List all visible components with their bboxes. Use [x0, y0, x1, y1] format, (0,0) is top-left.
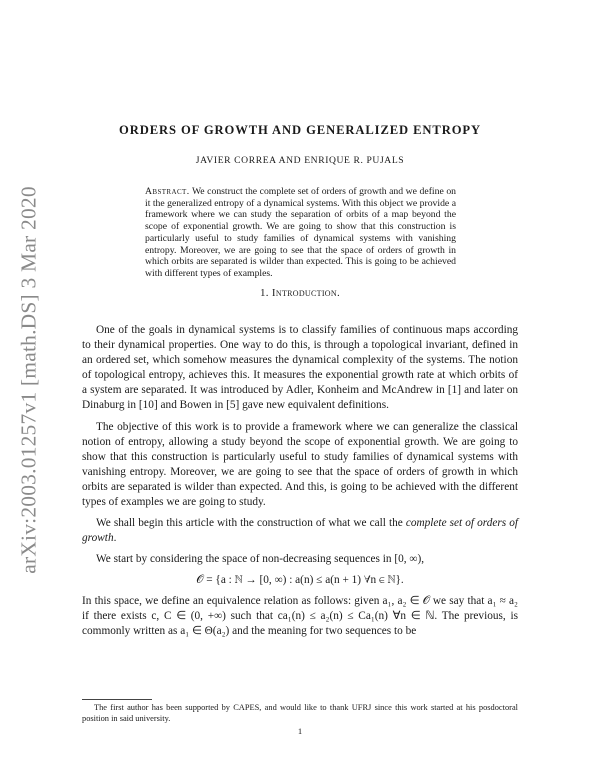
- paper-authors: JAVIER CORREA AND ENRIQUE R. PUJALS: [195, 155, 405, 166]
- paragraph-3-end: .: [113, 532, 117, 545]
- section-title: Introduction.: [271, 287, 340, 299]
- arxiv-identifier-text: arXiv:2003.01257v1 [math.DS] 3 Mar 2020: [16, 186, 41, 574]
- paragraph-2: The objective of this work is to provide a framework where we can generalize the classical notion of entropy, allowing a study beyond the scope of exponential growth. We are going to show that this construction is particularly useful to study families of dynamical systems with vanishing entropy. Moreover, we are going to see that the space of orders of growth in which orbits are separated is wilder than expected. And this, is going to be achieved with the different types of examples we are going to study.: [82, 420, 518, 509]
- body-text: [82, 323, 518, 645]
- footnote-rule: [82, 699, 152, 700]
- arxiv-identifier-stamp: [14, 186, 44, 574]
- paragraph-3: [82, 516, 518, 546]
- display-equation: 𝒪 = {a : ℕ → [0, ∞) : a(n) ≤ a(n + 1) ∀n ∈ ℕ}.: [196, 574, 404, 587]
- abstract-block: [145, 186, 456, 280]
- section-number: 1.: [259, 287, 269, 299]
- footnote: The first author has been supported by CAPES, and would like to thank UFRJ since this work started at his posdoctoral position in said university.: [82, 703, 518, 723]
- abstract-text: We construct the complete set of orders of growth and we define on it the generalized entropy of a dynamical systems. With this object we provide a framework where we can study the separation of orbits of a map beyond the scope of exponential growth. We are going to show that this construction is particularly useful to study families of dynamical systems with vanishing entropy. Moreover, we are going to see that the space of orders of growth in which orbits are separated is wilder than expected. This is going to be achieved with different types of examples.: [145, 186, 457, 279]
- paragraph-4: We start by considering the space of non-decreasing sequences in [0, ∞),: [96, 553, 425, 566]
- abstract-heading: Abstract.: [145, 186, 190, 197]
- paragraph-3-emphasis: complete set of orders of growth: [82, 517, 518, 545]
- paper-title: ORDERS OF GROWTH AND GENERALIZED ENTROPY: [119, 123, 481, 137]
- paragraph-5: In this space, we define an equivalence relation as follows: given a₁, a₂ ∈ 𝒪 we say that a₁ ≈ a₂ if there exists c, C ∈ (0, +∞) such that ca₁(n) ≤ a₂(n) ≤ Ca₁(n) ∀n ∈ ℕ. The previous, is commonly written as a₁ ∈ Θ(a₂) and the meaning for two sequences to be: [82, 594, 518, 637]
- paragraph-3-start: We shall begin this article with the construction of what we call the: [96, 517, 406, 530]
- page-number: 1: [297, 726, 303, 736]
- paragraph-1: One of the goals in dynamical systems is to classify families of continuous maps according to their dynamical properties. One way to do this, is through a topological invariant, defined in an ordered set, which somehow measures the dynamical complexity of the systems. The notion of topological entropy, achieves this. It measures the exponential growth rate at which orbits of a system are separated. It was introduced by Adler, Konheim and McAndrew in [1] and later on Dinaburg in [10] and Bowen in [5] gave new equivalent definitions.: [82, 324, 518, 412]
- section-heading: [0, 287, 600, 299]
